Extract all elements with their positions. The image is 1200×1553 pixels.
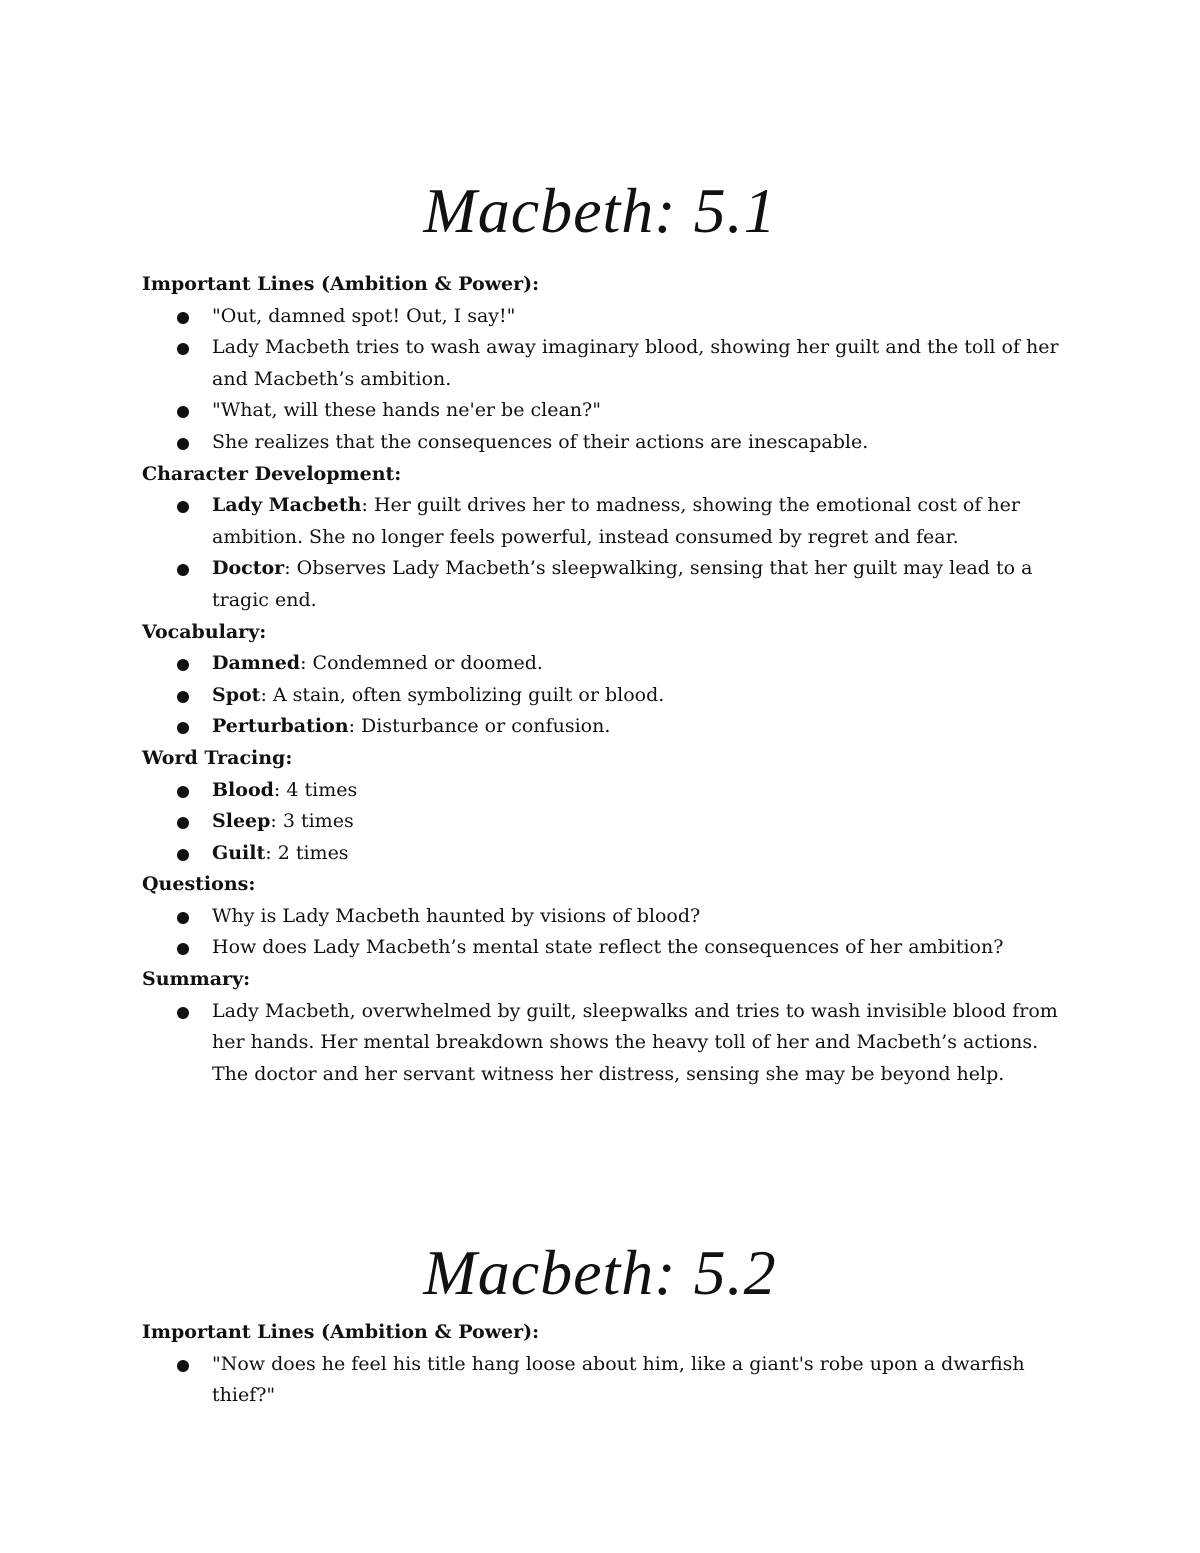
list-item: Damned: Condemned or doomed. (142, 648, 1062, 680)
vocabulary-list (142, 648, 1062, 743)
bullet-icon (177, 406, 189, 418)
bullet-icon (177, 1360, 189, 1372)
scene-title-5-1: Macbeth: 5.1 (423, 175, 777, 246)
word-tracing-list (142, 775, 1062, 870)
character-development-heading: Character Development: (142, 462, 402, 485)
bullet-icon (177, 912, 189, 924)
important-lines-list (142, 301, 1062, 459)
scene-title-5-2: Macbeth: 5.2 (423, 1237, 777, 1308)
list-item: Blood: 4 times (142, 775, 1062, 807)
bullet-icon (177, 501, 189, 513)
vocabulary-heading: Vocabulary: (142, 620, 267, 643)
list-item: How does Lady Macbeth’s mental state reflect the consequences of her ambition? (142, 932, 1062, 964)
list-item: Lady Macbeth tries to wash away imaginary blood, showing her guilt and the toll of her and Macbeth’s ambition. (142, 332, 1062, 395)
bullet-icon (177, 1007, 189, 1019)
bullet-icon (177, 343, 189, 355)
bullet-icon (177, 312, 189, 324)
list-item: Perturbation: Disturbance or confusion. (142, 711, 1062, 743)
character-development-list (142, 490, 1062, 616)
list-item: "Now does he feel his title hang loose about him, like a giant's robe upon a dwarfish thief?" (142, 1349, 1062, 1412)
questions-list (142, 901, 1062, 964)
list-item: Sleep: 3 times (142, 806, 1062, 838)
summary-list (142, 996, 1062, 1091)
scene-5-2-notes (142, 1317, 1062, 1412)
list-item: "What, will these hands ne'er be clean?" (142, 395, 1062, 427)
bullet-icon (177, 722, 189, 734)
important-lines-list (142, 1349, 1062, 1412)
bullet-icon (177, 943, 189, 955)
list-item: Spot: A stain, often symbolizing guilt or blood. (142, 680, 1062, 712)
important-lines-heading: Important Lines (Ambition & Power): (142, 273, 540, 295)
list-item: Why is Lady Macbeth haunted by visions of blood? (142, 901, 1062, 933)
bullet-icon (177, 817, 189, 829)
bullet-icon (177, 691, 189, 703)
questions-heading: Questions: (142, 873, 256, 896)
list-item: Guilt: 2 times (142, 838, 1062, 870)
bullet-icon (177, 786, 189, 798)
summary-heading: Summary: (142, 968, 251, 991)
list-item: Lady Macbeth, overwhelmed by guilt, sleepwalks and tries to wash invisible blood from her hands. Her mental breakdown shows the heavy toll of her and Macbeth’s actions. The doctor and her servant witness her distress, sensing she may be beyond help. (142, 996, 1062, 1091)
scene-5-1-notes (142, 269, 1062, 1090)
list-item: Lady Macbeth: Her guilt drives her to madness, showing the emotional cost of her ambition. She no longer feels powerful, instead consumed by regret and fear. (142, 490, 1062, 553)
bullet-icon (177, 564, 189, 576)
list-item: "Out, damned spot! Out, I say!" (142, 301, 1062, 333)
word-tracing-heading: Word Tracing: (142, 746, 293, 769)
bullet-icon (177, 659, 189, 671)
bullet-icon (177, 849, 189, 861)
list-item: She realizes that the consequences of their actions are inescapable. (142, 427, 1062, 459)
important-lines-heading: Important Lines (Ambition & Power): (142, 1321, 540, 1343)
list-item: Doctor: Observes Lady Macbeth’s sleepwalking, sensing that her guilt may lead to a tragic end. (142, 553, 1062, 616)
bullet-icon (177, 438, 189, 450)
